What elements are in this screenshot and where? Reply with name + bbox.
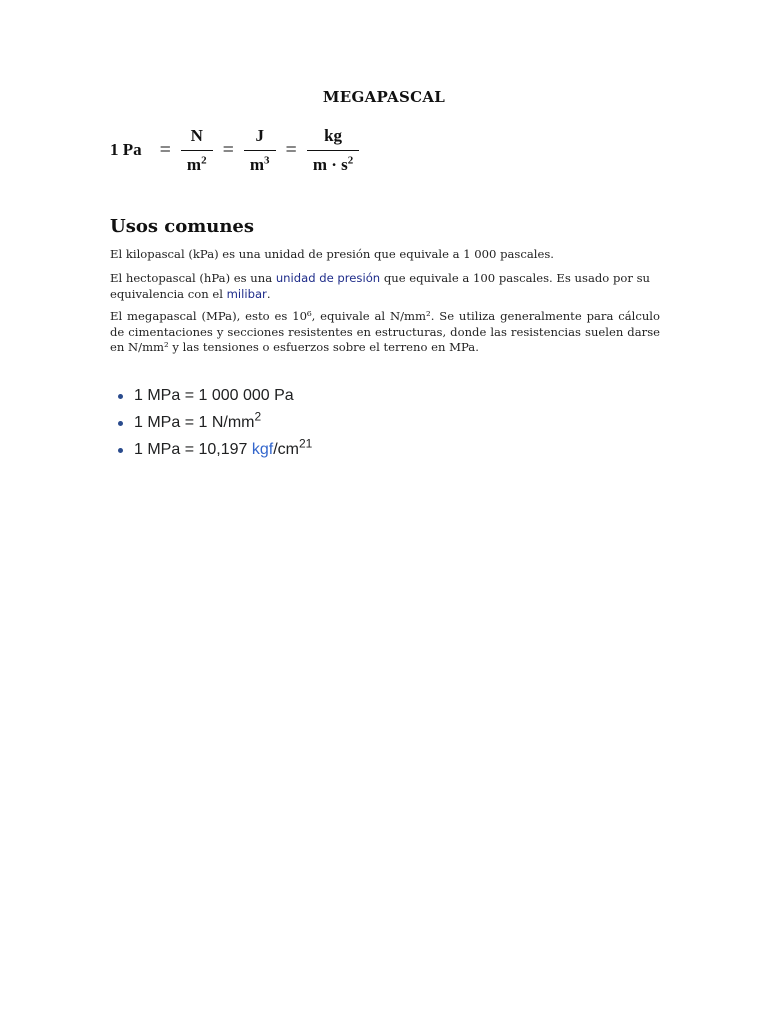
paragraph-text: . [266,286,271,301]
fraction-denominator [181,151,213,175]
fraction-kg-over-ms2 [307,126,359,175]
bullet-icon [118,394,123,399]
list-item [118,384,312,411]
document-title: MEGAPASCAL [322,88,446,106]
link-kgf[interactable]: kgf [251,441,274,458]
pascal-formula [110,122,359,178]
denominator-exponent: 2 [201,153,207,166]
list-item-text: 1 MPa = 1 N/mm [134,414,255,431]
fraction-numerator: N [190,125,203,145]
bullet-icon [118,448,123,453]
list-item-text: 1 MPa = 10,197 [134,441,252,458]
fraction-numerator: kg [324,125,343,145]
conversion-list [118,384,312,465]
fraction-denominator [307,151,359,175]
exponent: 2 [254,409,262,424]
list-item [118,411,312,438]
link-unidad-de-presion[interactable]: unidad de presión [275,271,381,285]
list-item-text: /cm [273,441,299,458]
paragraph-text: El hectopascal (hPa) es una [110,271,276,285]
paragraph-megapascal: El megapascal (MPa), esto es 10⁶, equivale al N/mm². Se utiliza generalmente para cálculo de cimentaciones y secciones resistentes en estructuras, donde las resistencias suelen darse en N/mm² y las tensiones o esfuerzos sobre el terreno en MPa. [110,309,660,354]
fraction-n-over-m2 [181,126,213,175]
fraction-denominator [244,151,276,175]
exponent: 21 [298,436,313,451]
denominator-base: m · s [312,154,348,174]
section-heading: Usos comunes [110,216,255,237]
denominator-exponent: 3 [264,153,270,166]
list-item [118,438,312,465]
paragraph-text: que equivale a 100 pascales. Es usado por su equivalencia con el [110,271,650,301]
paragraph-kilopascal: El kilopascal (kPa) es una unidad de presión que equivale a 1 000 pascales. [110,247,554,261]
denominator-base: m [249,154,265,174]
formula-lhs: 1 Pa [110,140,142,159]
denominator-exponent: 2 [347,153,354,166]
bullet-icon [118,421,123,426]
equals-sign: = [222,138,234,161]
link-milibar[interactable]: milibar [226,286,267,301]
denominator-base: m [186,154,202,174]
fraction-j-over-m3 [244,126,276,175]
list-item-text: 1 MPa = 1 000 000 Pa [134,387,294,404]
equals-sign: = [159,138,171,161]
equals-sign: = [285,138,297,161]
paragraph-hectopascal [110,271,660,302]
fraction-numerator: J [255,125,264,145]
